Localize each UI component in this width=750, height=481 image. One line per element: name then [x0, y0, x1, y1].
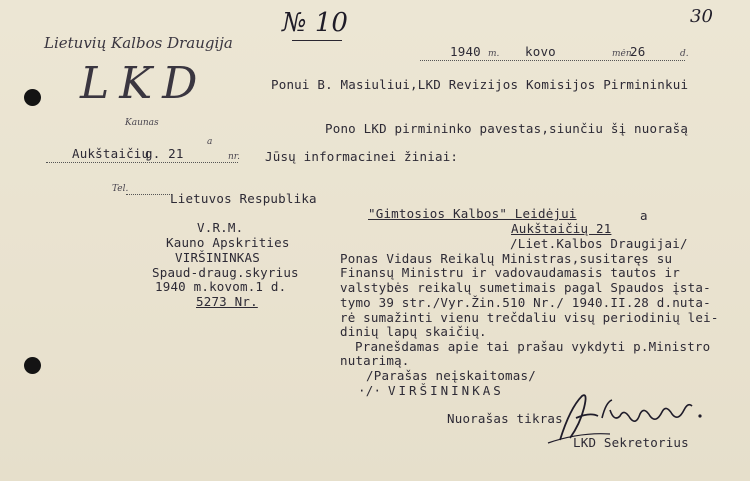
city-label: Kaunas — [125, 118, 159, 128]
addressee-line: Ponui B. Masiuliui,LKD Revizijos Komisijos Pirmininkui — [271, 77, 689, 92]
left-line-department: Spaud-draug.skyrius — [152, 265, 299, 280]
recipient-line-2: Aukštaičių 21 — [511, 221, 612, 236]
society-name: Lietuvių Kalbos Draugija — [44, 34, 233, 52]
chief-prefix: ·/· — [358, 383, 382, 398]
left-line-chief: VIRŠININKAS — [175, 250, 260, 265]
body-line-4: tymo 39 str./Vyr.Žin.510 Nr./ 1940.II.28 d.nuta- — [340, 295, 711, 310]
secretary-label: LKD Sekretorius — [573, 435, 689, 450]
punch-hole-bottom — [24, 357, 41, 374]
handwritten-signature — [540, 388, 715, 448]
left-line-date: 1940 m.kovom.1 d. — [155, 279, 287, 294]
handwritten-number: № 10 — [282, 8, 348, 38]
chief-title: VIRŠININKAS — [388, 383, 504, 398]
tel-label: Tel. — [112, 184, 129, 194]
date-d-label: d. — [680, 49, 689, 59]
left-line-vrm: V.R.M. — [197, 220, 244, 235]
number-underline — [292, 40, 342, 41]
date-month-label: mėn. — [612, 49, 635, 59]
recipient-line-3: /Liet.Kalbos Draugijai/ — [510, 236, 688, 251]
society-logo: LKD — [80, 58, 208, 109]
recipient-line-1: "Gimtosios Kalbos" Leidėjui — [368, 206, 577, 221]
body-line-2: Finansų Ministru ir vadovaudamasis tautos ir — [340, 265, 680, 280]
date-year: 1940 — [450, 44, 481, 59]
recipient-a: a — [640, 208, 648, 223]
signature-note: /Parašas neįskaitomas/ — [366, 368, 536, 383]
street-name: Aukštaičių — [72, 146, 150, 161]
date-m-label: m. — [488, 49, 500, 59]
street-number: g. 21 — [145, 146, 184, 161]
intro-line-1: Pono LKD pirmininko pavestas,siunčiu šį nuorašą — [325, 121, 689, 136]
body-line-6: dinių lapų skaičių. — [340, 324, 487, 339]
date-month: kovo — [525, 44, 556, 59]
certified-copy-label: Nuorašas tikras — [447, 411, 563, 426]
date-day: 26 — [630, 44, 646, 59]
intro-line-2: Jūsų informacinei žiniai: — [265, 149, 459, 164]
punch-hole-top — [24, 89, 41, 106]
body2-line-1: Pranešdamas apie tai prašau vykdyti p.Ministro — [355, 339, 711, 354]
body-line-1: Ponas Vidaus Reikalų Ministras,susitaręs su — [340, 251, 673, 266]
left-line-county: Kauno Apskrities — [166, 235, 290, 250]
tel-dotted-line — [126, 192, 172, 195]
nr-label: nr. — [228, 152, 240, 162]
body-line-5: rė sumažinti vienu trečdaliu visų periodinių lei- — [340, 310, 719, 325]
letter-a: a — [207, 137, 213, 147]
handwritten-corner-number: 30 — [690, 6, 713, 27]
body2-line-2: nutarimą. — [340, 353, 410, 368]
left-line-number: 5273 Nr. — [196, 294, 258, 309]
body-line-3: valstybės reikalų sumetimais pagal Spaudos įsta- — [340, 280, 711, 295]
left-line-republic: Lietuvos Respublika — [170, 191, 317, 206]
